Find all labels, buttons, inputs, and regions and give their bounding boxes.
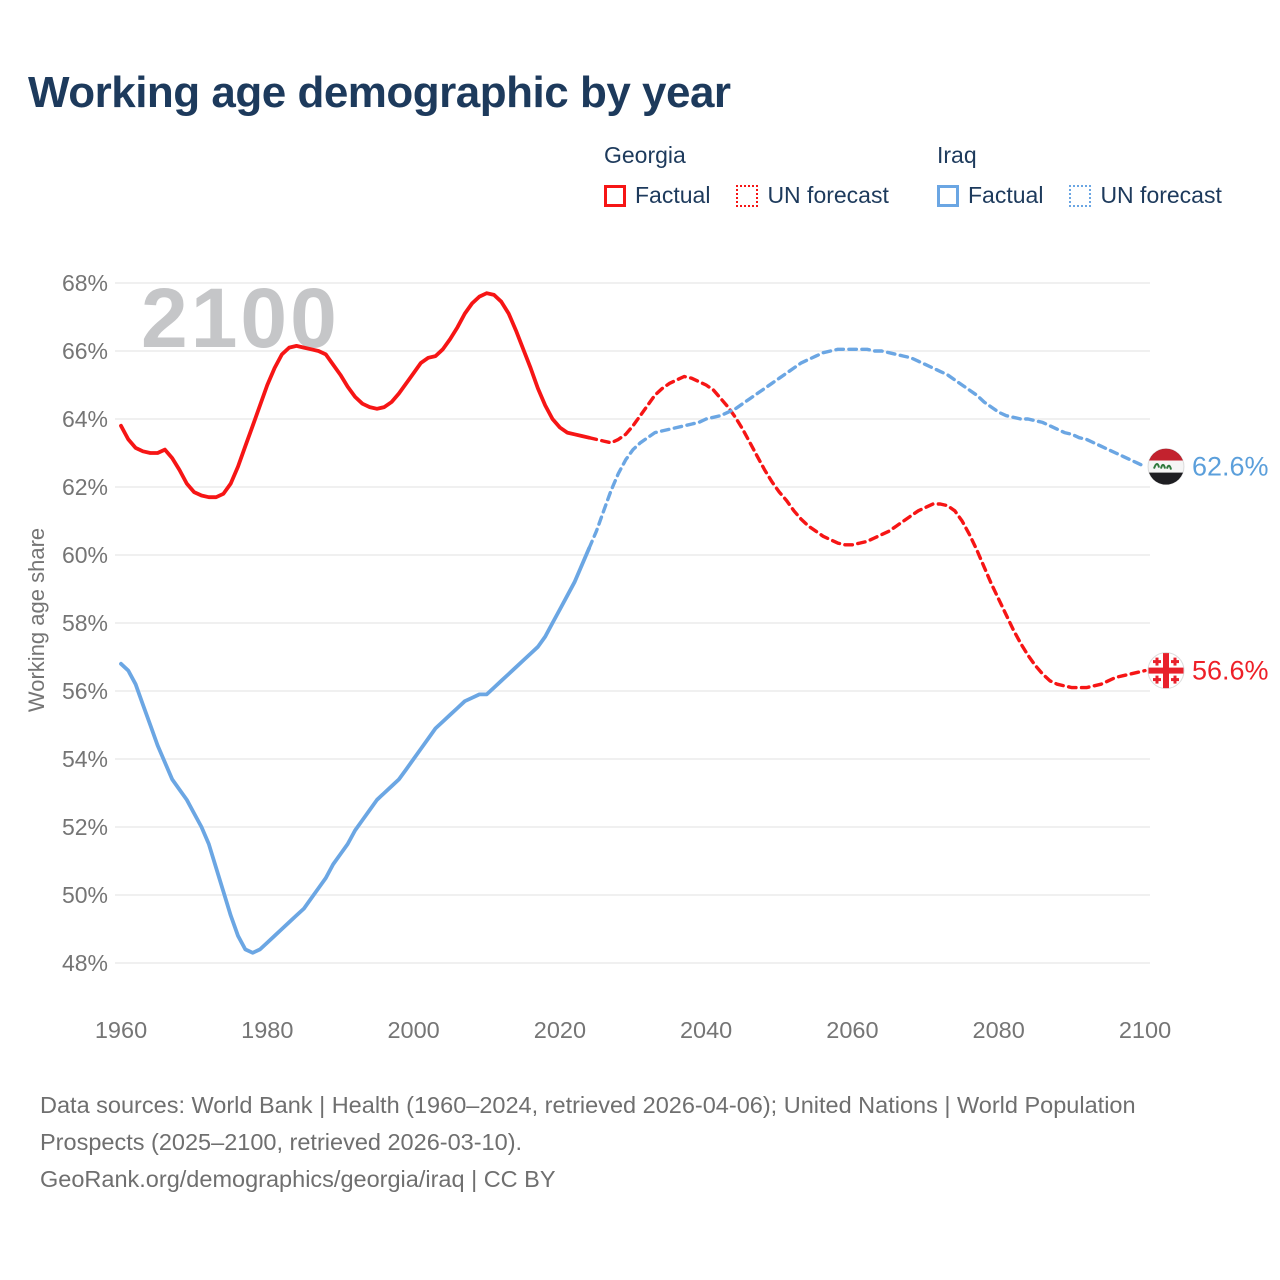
- x-tick-label: 2040: [679, 1017, 733, 1043]
- legend-group-georgia: [604, 142, 889, 209]
- y-tick-label: 60%: [61, 542, 108, 568]
- x-tick-label: 2020: [533, 1017, 587, 1043]
- x-tick-label: 2080: [972, 1017, 1025, 1043]
- legend-swatch-solid-icon: [604, 185, 626, 207]
- legend-item-label: Factual: [968, 182, 1044, 208]
- chart-legend: [0, 142, 1280, 222]
- legend-item-label: Factual: [635, 182, 711, 208]
- x-tick-label: 2000: [387, 1017, 440, 1043]
- end-value-label: 62.6%: [1192, 451, 1269, 482]
- legend-group-iraq: [937, 142, 1222, 209]
- legend-item-iraq-forecast[interactable]: [1069, 182, 1221, 209]
- watermark-year: 2100: [141, 271, 340, 365]
- y-tick-label: 62%: [61, 474, 108, 500]
- chart-footer: [40, 1087, 1145, 1198]
- x-tick-label: 2100: [1118, 1017, 1172, 1043]
- legend-item-georgia-factual[interactable]: [604, 182, 710, 209]
- legend-item-label: UN forecast: [1100, 182, 1222, 208]
- x-tick-label: 2060: [826, 1017, 879, 1043]
- legend-swatch-dashed-icon: [1069, 185, 1091, 207]
- iraq-flag-icon: [1148, 449, 1184, 485]
- series-georgia-forecast: [589, 377, 1145, 688]
- legend-item-iraq-factual[interactable]: [937, 182, 1043, 209]
- legend-group-title: Iraq: [937, 142, 977, 168]
- y-tick-label: 54%: [61, 746, 108, 772]
- legend-swatch-dashed-icon: [736, 185, 758, 207]
- y-tick-label: 68%: [61, 270, 108, 296]
- y-tick-label: 64%: [61, 406, 108, 432]
- x-tick-label: 1960: [94, 1017, 148, 1043]
- legend-item-label: UN forecast: [767, 182, 889, 208]
- page-title: Working age demographic by year: [28, 68, 731, 117]
- y-tick-label: 48%: [61, 950, 108, 976]
- end-value-label: 56.6%: [1192, 655, 1269, 686]
- y-tick-label: 50%: [61, 882, 108, 908]
- y-tick-label: 66%: [61, 338, 108, 364]
- legend-items-row: [604, 182, 889, 209]
- legend-swatch-solid-icon: [937, 185, 959, 207]
- series-iraq-factual: [121, 548, 589, 953]
- attribution-text: GeoRank.org/demographics/georgia/iraq | CC BY: [40, 1166, 556, 1192]
- y-axis-title: Working age share: [24, 527, 49, 713]
- legend-items-row: [937, 182, 1222, 209]
- y-tick-label: 56%: [61, 678, 108, 704]
- data-sources-text: Data sources: World Bank | Health (1960–2024, retrieved 2026-04-06); United Nations | World Population Prospects (2025–2100, retrieved 2026-03-10).: [40, 1092, 1136, 1155]
- legend-group-title: Georgia: [604, 142, 686, 168]
- y-tick-label: 52%: [61, 814, 108, 840]
- y-tick-label: 58%: [61, 610, 108, 636]
- legend-item-georgia-forecast[interactable]: [736, 182, 888, 209]
- series-iraq-forecast: [589, 349, 1145, 548]
- georgia-flag-icon: [1148, 653, 1184, 689]
- x-tick-label: 1980: [241, 1017, 294, 1043]
